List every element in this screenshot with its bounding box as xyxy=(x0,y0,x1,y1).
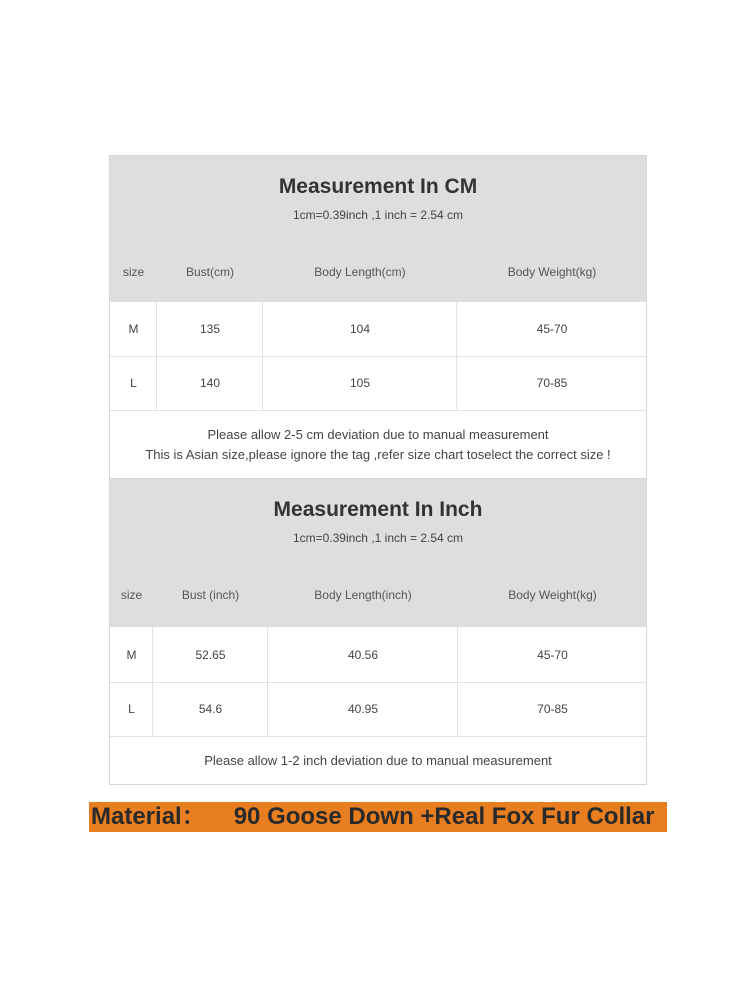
table-cell-size: M xyxy=(126,648,137,662)
column-header-body-length: Body Length(inch) xyxy=(314,588,412,602)
table-cell-bust: 135 xyxy=(199,322,221,336)
column-header-size: size xyxy=(122,265,145,279)
table-cell-body-weight: 45-70 xyxy=(536,322,568,336)
deviation-note: Please allow 1-2 inch deviation due to manual measurement xyxy=(204,753,552,768)
table-cell-body-weight: 70-85 xyxy=(536,376,568,390)
chart-title: Measurement In CM xyxy=(278,175,478,198)
chart-header xyxy=(110,479,646,627)
column-header-bust: Bust (inch) xyxy=(181,588,240,602)
table-cell-body-length: 104 xyxy=(349,322,371,336)
material-banner xyxy=(89,802,667,832)
row-divider xyxy=(110,736,646,737)
row-divider xyxy=(110,356,646,357)
material-label: Material： xyxy=(91,803,206,830)
table-cell-bust: 140 xyxy=(199,376,221,390)
table-cell-bust: 52.65 xyxy=(195,648,226,662)
table-cell-bust: 54.6 xyxy=(198,702,223,716)
asian-size-note: This is Asian size,please ignore the tag ,refer size chart toselect the correct size ! xyxy=(145,447,611,462)
size-chart-inch xyxy=(109,479,647,785)
table-cell-body-length: 105 xyxy=(349,376,371,390)
column-header-bust: Bust(cm) xyxy=(186,265,234,279)
chart-subtitle: 1cm=0.39inch ,1 inch = 2.54 cm xyxy=(292,531,464,545)
column-header-body-weight: Body Weight(kg) xyxy=(507,265,597,279)
table-cell-size: M xyxy=(128,322,139,336)
row-divider xyxy=(110,410,646,411)
table-cell-body-weight: 70-85 xyxy=(537,702,568,716)
table-cell-size: L xyxy=(130,376,137,390)
column-header-body-weight: Body Weight(kg) xyxy=(508,588,597,602)
size-chart-cm xyxy=(109,155,647,479)
column-header-size: size xyxy=(120,588,143,602)
column-header-body-length: Body Length(cm) xyxy=(314,265,406,279)
table-cell-body-length: 40.95 xyxy=(347,702,379,716)
table-cell-body-length: 40.56 xyxy=(347,648,379,662)
deviation-note: Please allow 2-5 cm deviation due to manual measurement xyxy=(207,427,549,442)
chart-header xyxy=(110,156,646,302)
material-value: 90 Goose Down +Real Fox Fur Collar xyxy=(233,803,655,830)
table-cell-body-weight: 45-70 xyxy=(537,648,568,662)
table-cell-size: L xyxy=(128,702,135,716)
chart-title: Measurement In Inch xyxy=(273,498,483,521)
chart-subtitle: 1cm=0.39inch ,1 inch = 2.54 cm xyxy=(292,208,464,222)
row-divider xyxy=(110,682,646,683)
